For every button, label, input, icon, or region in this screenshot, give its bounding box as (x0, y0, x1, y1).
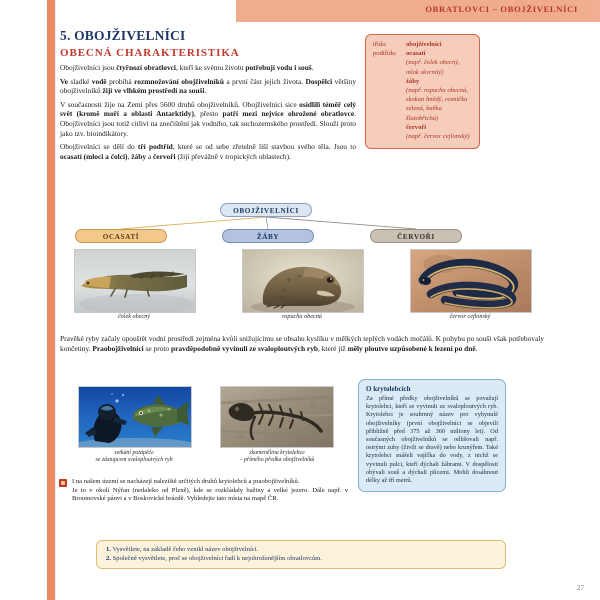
info-sidebox-title: O krytolebcích (366, 385, 411, 393)
taxonomy-group-examples-2: (např. červor cejlonský) (406, 133, 470, 141)
photo-diver-coelacanth (78, 386, 192, 448)
taxonomy-group-name-1: žáby (406, 77, 420, 85)
photo-ropucha-obecna (242, 249, 364, 313)
taxonomy-group-name-2: červoři (406, 123, 427, 131)
species-photo-strip (60, 249, 544, 329)
diagram-branch-ocasati: OCASATÍ (75, 229, 167, 243)
lower-caption-0-line2: se zástupcem svaloploutvých ryb (95, 457, 173, 464)
info-sidebox-text: Za přímé předky obojživelníků se považují krytolebci, kteří se vyvinuli ze svaloploutvých ryb. Krytolebci je souhrnný název pro vyhynulé obojživelníky (první obojživelníci se objevili přibližně před 375 až 360 miliony let). Od současných obojživelníků se odlišovali např. ostrými zuby (živili se dravě) nebo krunýřem. Také krytolebci snášeli vajíčka do vody, z nichž se vyvinuli pulci, kteří dýchali žábrami. V dospělosti obývali souš a dýchali plícemi. Mohli dosáhnout délky až tří metrů. (366, 395, 498, 485)
diagram-branch-zaby: ŽÁBY (222, 229, 314, 243)
spine-color-bar (47, 0, 55, 600)
task-note-line-1: I na našem území se nacházejí naleziště určitých druhů krytolebců a praobojživelníků. (72, 478, 300, 485)
lower-caption-1-line1: zkamenělina krytolebce (249, 450, 305, 456)
book-icon (59, 479, 67, 487)
photo-krytolebec-fossil (220, 386, 334, 448)
page-number: 27 (577, 584, 584, 592)
page-spine (0, 0, 56, 600)
intro-paragraph-1: Obojživelníci jsou čtyřnozí obratlovci, kteří ke svému životu potřebují vodu i souš. (60, 63, 314, 72)
diagram-root-node: OBOJŽIVELNÍCI (220, 203, 312, 217)
lower-caption-1-line2: – přímého předka obojživelníků (239, 457, 315, 464)
question-item-1 (106, 545, 496, 554)
taxonomy-group-examples-1: (např. ropucha obecná, skokan hnědý, rosnička zelená, kuňka žlutobřichá) (406, 87, 469, 122)
question-number-1: 1. (106, 546, 111, 553)
taxonomy-group-name-0: ocasatí (406, 50, 426, 58)
diver-with-coelacanth-illustration (79, 387, 191, 447)
intro-paragraph-4: Obojživelníci se dělí do tří podtříd, které se od sebe zřetelně liší stavbou svého těla. Jsou to ocasatí (mloci a čolci), žáby a červoři (žijí převážně v tropických oblastech). (60, 142, 357, 161)
section-title: OBECNÁ CHARAKTERISTIKA (60, 47, 240, 59)
fossil-illustration (221, 387, 333, 447)
taxonomy-class-value: obojživelníci (406, 41, 442, 48)
page-header-title: OBRATLOVCI – OBOJŽIVELNÍCI (425, 4, 578, 14)
diagram-branch-cervori: ČERVOŘI (370, 229, 462, 243)
info-sidebox (358, 379, 506, 492)
toad-illustration (243, 250, 363, 312)
task-note-line-2: Je to v okolí Nýřan (nedaleko od Plzně), kde se rozkládaly bažiny a velké jezero. Dále např. v Broumovské pánvi a v Boskovické brázdě. Vyhledejte tato místa na mapě ČR. (72, 486, 348, 503)
taxonomy-subclass-row (373, 49, 472, 58)
taxonomy-subclass-label: podtřída: (373, 50, 397, 58)
photo-caption-1: ropucha obecná (282, 313, 322, 320)
newt-illustration (75, 250, 195, 312)
intro-text-column (60, 63, 356, 161)
lower-photo-caption-0 (68, 450, 200, 465)
lower-caption-0-line1: setkání potápěče (114, 450, 154, 456)
photo-caption-2: červor cejlonský (449, 313, 491, 320)
question-item-2 (106, 554, 496, 563)
photo-caption-0: čolek obecný (117, 313, 151, 320)
caecilian-illustration (411, 250, 531, 312)
questions-box (96, 540, 506, 569)
chapter-title: 5. OBOJŽIVELNÍCI (60, 28, 186, 43)
taxonomy-class-label: třída: (373, 41, 387, 48)
task-note-body (72, 478, 348, 504)
task-note (60, 478, 348, 504)
question-number-2: 2. (106, 555, 111, 562)
intro-paragraph-3: V současnosti žije na Zemi přes 5600 druhů obojživelníků. Obojživelníci sice osídlili téměř celý svět (kromě moří a oblasti Antarktidy), přesto patří mezi nejvíce ohrožené obratlovce. Obojživelníci jsou totiž citliví na znečištění jak vodního, tak suchozemského prostředí. Slouží proto jako tzv. bioindikátory. (60, 99, 356, 138)
question-text-2: Společně vysvětlete, proč se obojživelníci řadí k nejohroženějším obratlovcům. (112, 555, 323, 562)
photo-cervor-cejlonsky (410, 249, 532, 313)
question-text-1: Vysvětlete, na základě čeho vznikl název obojživelníci. (112, 546, 259, 553)
taxonomy-group-0 (406, 58, 472, 141)
photo-colek-obecny (74, 249, 196, 313)
classification-diagram (60, 203, 544, 248)
taxonomy-group-examples-0: (např. čolek obecný, mlok skvrnitý) (406, 59, 460, 76)
taxonomy-box (365, 34, 480, 149)
intro-paragraph-2: Ve sladké vodě probíhá rozmnožování obojživelníků a první část jejich života. Dospělci většiny obojživelníků žijí ve vlhkém prostředí na souši. (60, 76, 357, 96)
mid-paragraph: Pravěké ryby začaly opouštět vodní prostředí zejména kvůli snižujícímu se obsahu kyslíku v mělkých teplých vodách močálů. K pohybu po souši však potřebovaly končetiny. Praobojživelníci se proto pravděpodobně vyvinuli ze svaloploutvých ryb, které již měly ploutve uzpůsobené k lezení po dně. (60, 334, 544, 353)
lower-photo-caption-1 (210, 450, 344, 465)
taxonomy-class-row (373, 40, 472, 49)
